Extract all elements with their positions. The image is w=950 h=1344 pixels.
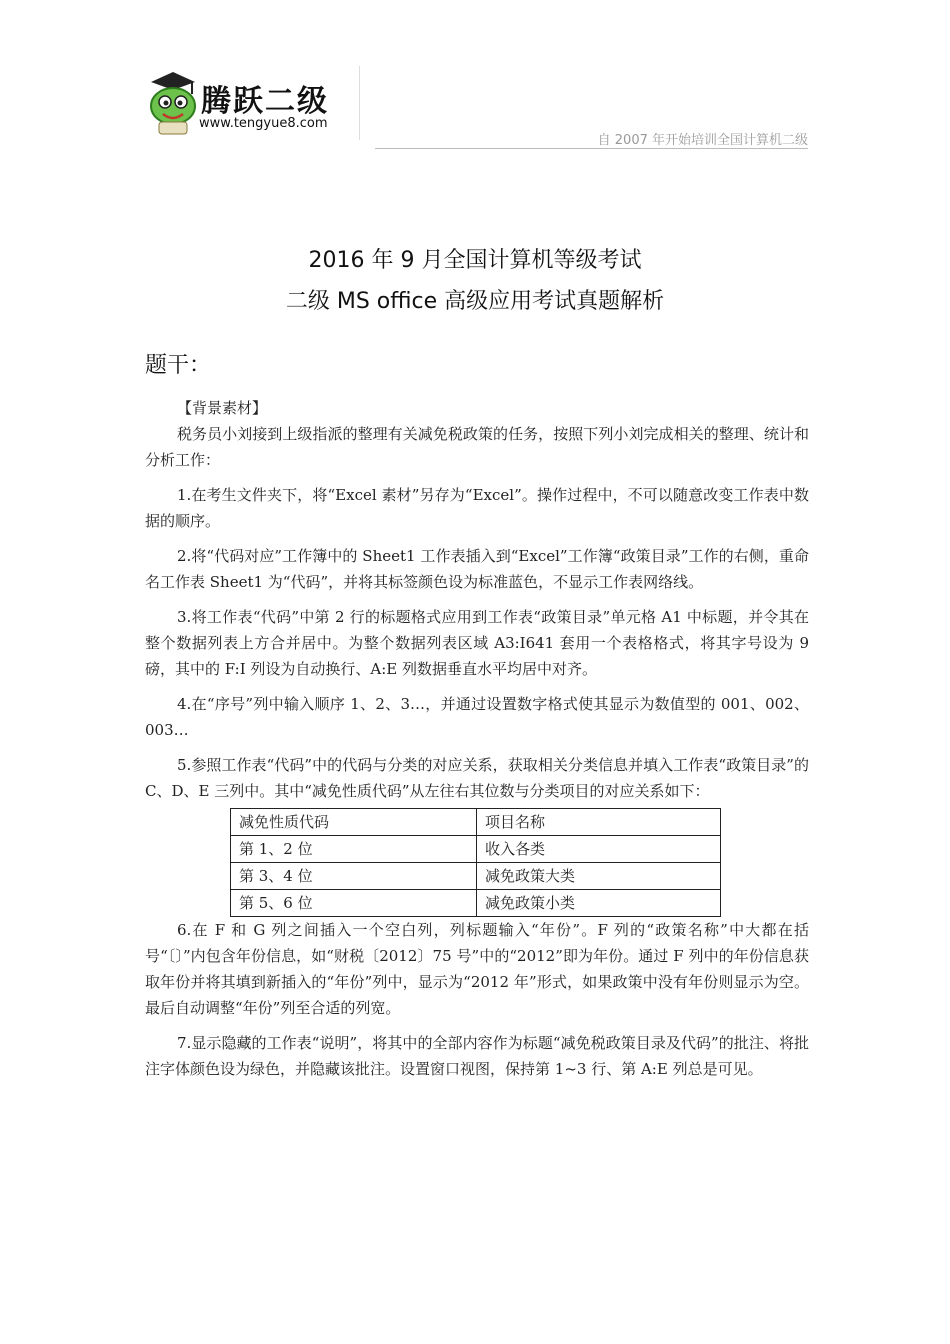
- table-header-row: [231, 809, 721, 836]
- table-row: [231, 890, 721, 917]
- page-title-line2: 二级 MS office 高级应用考试真题解析: [285, 289, 665, 314]
- mascot-icon: [145, 68, 201, 138]
- header-divider: [375, 148, 808, 149]
- table-cell: 收入各类: [477, 836, 721, 863]
- table-cell: 第 3、4 位: [231, 863, 477, 890]
- task-7: 7.显示隐藏的工作表“说明”，将其中的全部内容作为标题“减免税政策目录及代码”的批注、将批注字体颜色设为绿色，并隐藏该批注。设置窗口视图，保持第 1~3 行、第 A:E 列总是可见。: [145, 1034, 809, 1078]
- table-header-cell: 项目名称: [477, 809, 721, 836]
- task-2: 2.将“代码对应”工作簿中的 Sheet1 工作表插入到“Excel”工作簿“政策目录”工作的右侧，重命名工作表 Sheet1 为“代码”，并将其标签颜色设为标准蓝色，不显示工作表网络线。: [145, 547, 809, 591]
- logo: [143, 66, 360, 140]
- background-label: 【背景素材】: [177, 399, 268, 417]
- page-header: [143, 66, 808, 146]
- question-body: [145, 395, 809, 1082]
- section-heading: 题干：: [145, 353, 212, 378]
- table-cell: 减免政策小类: [477, 890, 721, 917]
- code-table: [230, 808, 721, 917]
- task-4: 4.在“序号”列中输入顺序 1、2、3…，并通过设置数字格式使其显示为数值型的 001、002、003…: [145, 695, 809, 739]
- logo-url: www.tengyue8.com: [199, 116, 328, 131]
- task-1: 1.在考生文件夹下，将“Excel 素材”另存为“Excel”。操作过程中，不可以随意改变工作表中数据的顺序。: [145, 486, 809, 530]
- table-header-cell: 减免性质代码: [231, 809, 477, 836]
- header-slogan: 自 2007 年开始培训全国计算机二级: [597, 133, 808, 148]
- task-6: 6.在 F 和 G 列之间插入一个空白列，列标题输入“年份”。F 列的“政策名称”中大都在括号“〔〕”内包含年份信息，如“财税〔2012〕75 号”中的“2012”即为年份。通过 F 列中的年份信息获取年份并将其填到新插入的“年份”列中，显示为“2012 年”形式，如果政策中没有年份则显示为空。最后自动调整“年份”列至合适的列宽。: [145, 921, 809, 1017]
- logo-name: 腾跃二级: [201, 84, 329, 119]
- task-3: 3.将工作表“代码”中第 2 行的标题格式应用到工作表“政策目录”单元格 A1 中标题，并令其在整个数据列表上方合并居中。为整个数据列表区域 A3:I641 套用一个表格格式，将其字号设为 9 磅，其中的 F:I 列设为自动换行、A:E 列数据垂直水平均居中对齐。: [145, 608, 809, 678]
- table-cell: 减免政策大类: [477, 863, 721, 890]
- page-title-line1: 2016 年 9 月全国计算机等级考试: [308, 248, 642, 273]
- table-row: [231, 836, 721, 863]
- table-cell: 第 5、6 位: [231, 890, 477, 917]
- table-row: [231, 863, 721, 890]
- intro-paragraph: 税务员小刘接到上级指派的整理有关减免税政策的任务，按照下列小刘完成相关的整理、统计和分析工作：: [145, 425, 809, 469]
- task-5: 5.参照工作表“代码”中的代码与分类的对应关系，获取相关分类信息并填入工作表“政策目录”的 C、D、E 三列中。其中“减免性质代码”从左往右其位数与分类项目的对应关系如下：: [145, 756, 809, 800]
- table-cell: 第 1、2 位: [231, 836, 477, 863]
